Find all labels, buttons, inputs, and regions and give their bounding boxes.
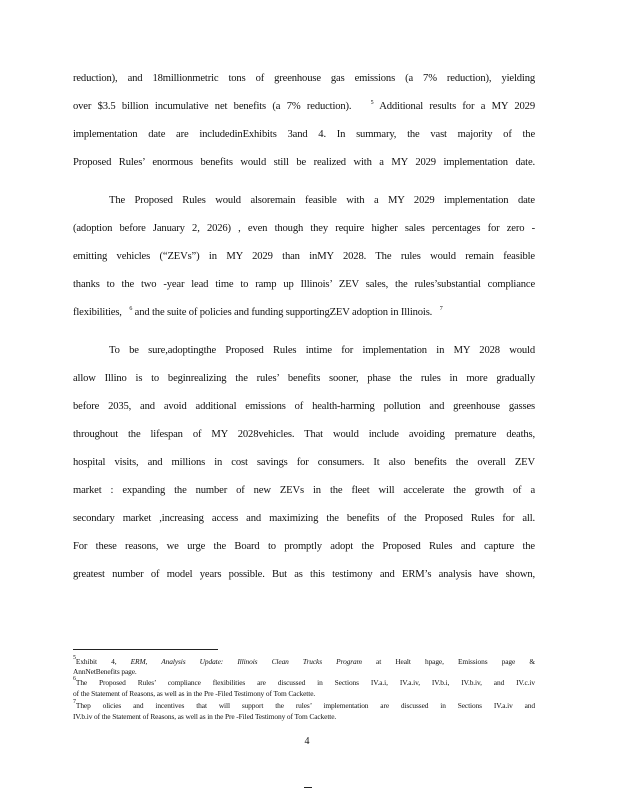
footnote-number: 6 bbox=[73, 676, 76, 682]
body-text: throughout the lifespan of MY 2028vehicles. That would include avoiding premature deaths, bbox=[73, 429, 535, 440]
body-text: thanks to the two -year lead time to ramp up Illinois’ ZEV sales, the rules’substantial compliance bbox=[73, 279, 535, 290]
body-line bbox=[73, 568, 535, 582]
footnote-6 bbox=[73, 678, 535, 688]
body-text: allow Illino is to beginrealizing the rules’ benefits sooner, phase the rules in more gradually bbox=[73, 373, 535, 384]
body-line bbox=[73, 222, 535, 236]
body-text: secondary market ,increasing access and maximizing the benefits of the Proposed Rules for all. bbox=[73, 513, 535, 524]
footnote-citation-title: ERM, Analysis Update: Illinois Clean Trucks Program bbox=[130, 657, 362, 666]
body-line bbox=[73, 128, 535, 142]
body-text: and the suite of policies and funding supportingZEV adoption in Illinois. bbox=[134, 307, 433, 318]
body-line bbox=[73, 250, 535, 264]
footnote-ref-7[interactable]: 7 bbox=[439, 306, 443, 312]
body-line bbox=[73, 306, 535, 320]
body-text: market : expanding the number of new ZEVs in the fleet will accelerate the growth of a bbox=[73, 485, 535, 496]
body-text: For these reasons, we urge the Board to promptly adopt the Proposed Rules and capture the bbox=[73, 541, 535, 552]
body-line bbox=[73, 456, 535, 470]
footnote-text: at Healt hpage, Emissions page & bbox=[361, 657, 535, 666]
body-line bbox=[73, 72, 535, 86]
footnote-7 bbox=[73, 701, 535, 711]
footnote-6-cont bbox=[73, 689, 535, 699]
body-line bbox=[73, 100, 535, 114]
footnote-text: The Proposed Rules’ compliance flexibilities are discussed in Sections IV.a.i, IV.a.iv, IV.b.i, IV.b.iv, and IV.c.iv bbox=[75, 678, 535, 687]
footnote-text: Thep olicies and incentives that will support the rules’ implementation are discussed in Sections IV.a.iv and bbox=[75, 701, 535, 710]
body-line bbox=[73, 278, 535, 292]
footnote-number: 7 bbox=[73, 699, 76, 705]
footnote-5-cont bbox=[73, 667, 535, 677]
body-text: emitting vehicles (“ZEVs”) in MY 2029 than inMY 2028. The rules would remain feasible bbox=[73, 251, 535, 262]
body-text: hospital visits, and millions in cost savings for consumers. It also benefits the overall ZEV bbox=[73, 457, 535, 468]
footnote-5 bbox=[73, 657, 535, 667]
body-text: (adoption before January 2, 2026) , even though they require higher sales percentages for zero - bbox=[73, 223, 535, 234]
body-line bbox=[73, 540, 535, 554]
body-text: implementation date are includedinExhibits 3and 4. In summary, the vast majority of the bbox=[73, 129, 535, 140]
body-text: Proposed Rules’ enormous benefits would still be realized with a MY 2029 implementation date. bbox=[73, 157, 535, 168]
body-text: The Proposed Rules would alsoremain feasible with a MY 2029 implementation date bbox=[109, 195, 535, 206]
body-line bbox=[73, 512, 535, 526]
body-text: reduction), and 18millionmetric tons of greenhouse gas emissions (a 7% reduction), yielding bbox=[73, 73, 535, 84]
body-line bbox=[73, 428, 535, 442]
footnote-7-cont bbox=[73, 712, 535, 722]
body-line bbox=[73, 156, 535, 170]
footnote-text: AnnNetBenefits page. bbox=[73, 667, 137, 676]
body-line bbox=[109, 344, 535, 358]
body-text: flexibilities, bbox=[73, 307, 122, 318]
footnote-text: Exhibit 4, bbox=[75, 657, 131, 666]
body-line bbox=[109, 194, 535, 208]
footnote-text: of the Statement of Reasons, as well as in the Pre -Filed Testimony of Tom Cackette. bbox=[73, 689, 316, 698]
footnote-ref-5[interactable]: 5 bbox=[370, 100, 374, 106]
page-footer-mark bbox=[304, 787, 312, 788]
body-text: Additional results for a MY 2029 bbox=[379, 101, 535, 112]
body-line bbox=[73, 484, 535, 498]
body-line bbox=[73, 372, 535, 386]
body-text: greatest number of model years possible. But as this testimony and ERM’s analysis have shown, bbox=[73, 569, 535, 580]
footnote-text: IV.b.iv of the Statement of Reasons, as well as in the Pre -Filed Testimony of Tom Cackette. bbox=[73, 712, 337, 721]
footnote-ref-6[interactable]: 6 bbox=[129, 306, 133, 312]
page-number: 4 bbox=[304, 736, 310, 747]
body-text: over $3.5 billion incumulative net benefits (a 7% reduction). bbox=[73, 101, 352, 112]
footnote-number: 5 bbox=[73, 655, 76, 661]
footnote-divider bbox=[73, 649, 218, 650]
body-text: To be sure,adoptingthe Proposed Rules intime for implementation in MY 2028 would bbox=[109, 345, 535, 356]
body-text: before 2035, and avoid additional emissions of health-harming pollution and greenhouse gasses bbox=[73, 401, 535, 412]
body-line bbox=[73, 400, 535, 414]
